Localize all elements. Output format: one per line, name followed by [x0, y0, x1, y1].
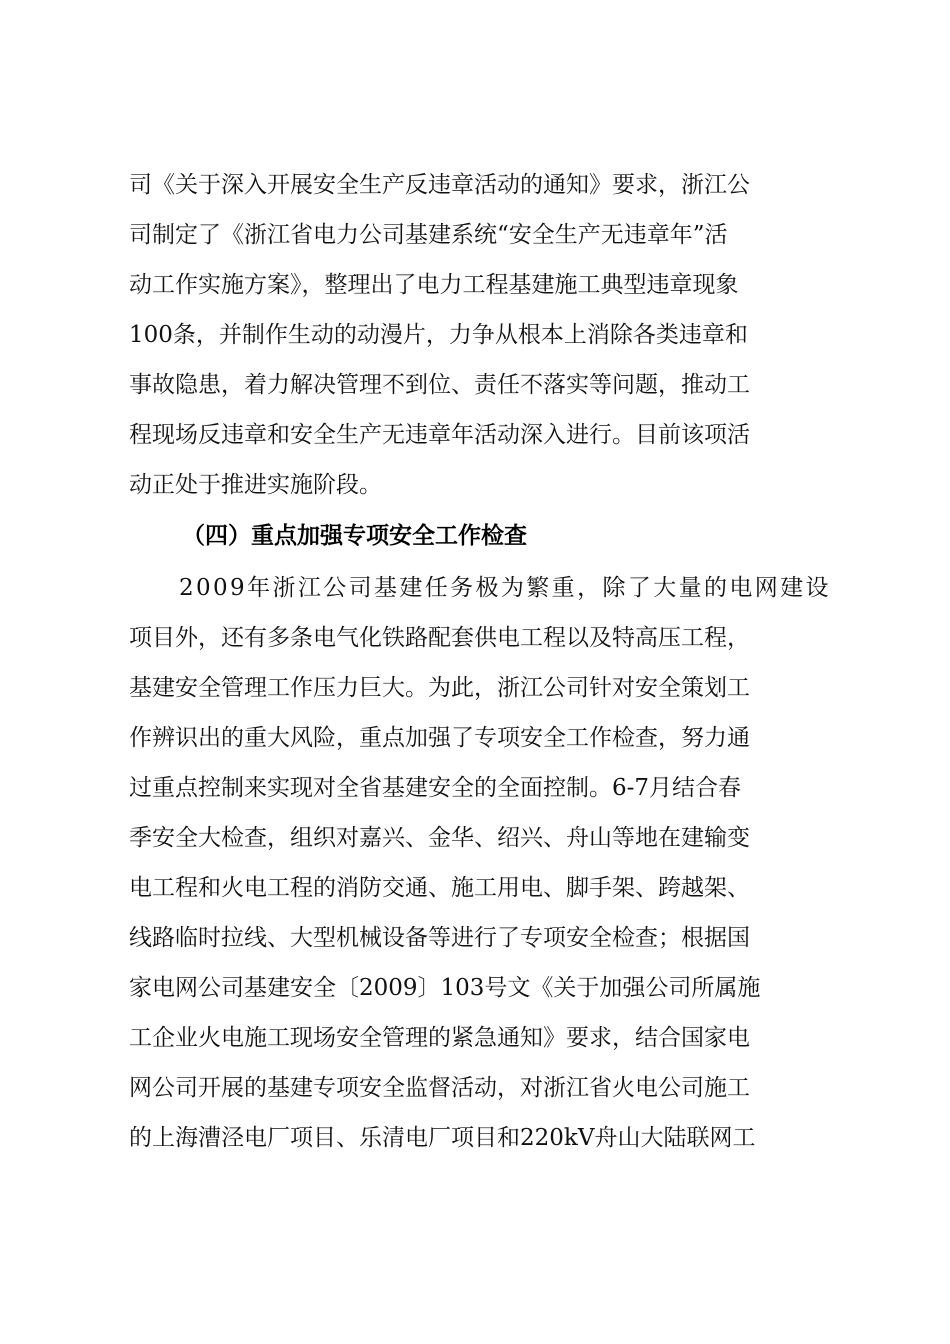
paragraph-2-line: 家电网公司基建安全〔2009〕103号文《关于加强公司所属施 [129, 975, 761, 1001]
paragraph-2-line: 项目外，还有多条电气化铁路配套供电工程以及特高压工程， [129, 625, 750, 651]
paragraph-1-line: 动正处于推进实施阶段。 [129, 472, 382, 498]
paragraph-2-line: 线路临时拉线、大型机械设备等进行了专项安全检查；根据国 [129, 925, 750, 951]
paragraph-2-line: 工企业火电施工现场安全管理的紧急通知》要求，结合国家电 [129, 1025, 750, 1051]
paragraph-2-line: 基建安全管理工作压力巨大。为此，浙江公司针对安全策划工 [129, 675, 750, 701]
paragraph-1-line: 100条，并制作生动的动漫片，力争从根本上消除各类违章和 [129, 322, 748, 348]
section-heading: （四）重点加强专项安全工作检查 [182, 523, 527, 549]
paragraph-1-line: 司《关于深入开展安全生产反违章活动的通知》要求，浙江公 [129, 172, 750, 198]
paragraph-1-line: 事故隐患，着力解决管理不到位、责任不落实等问题，推动工 [129, 372, 750, 398]
paragraph-1-line: 司制定了《浙江省电力公司基建系统“安全生产无违章年”活 [129, 222, 728, 248]
paragraph-1 [129, 170, 829, 510]
paragraph-2-line: 电工程和火电工程的消防交通、施工用电、脚手架、跨越架、 [129, 875, 750, 901]
paragraph-2 [129, 573, 829, 1173]
paragraph-2-line: 过重点控制来实现对全省基建安全的全面控制。6-7月结合春 [129, 775, 742, 801]
paragraph-1-line: 动工作实施方案》，整理出了电力工程基建施工典型违章现象 [129, 272, 739, 298]
paragraph-1-line: 程现场反违章和安全生产无违章年活动深入进行。目前该项活 [129, 422, 750, 448]
paragraph-2-line: 的上海漕泾电厂项目、乐清电厂项目和220kV舟山大陆联网工 [129, 1125, 756, 1151]
paragraph-2-line: 作辨识出的重大风险，重点加强了专项安全工作检查，努力通 [129, 725, 750, 751]
paragraph-2-line: 2009年浙江公司基建任务极为繁重，除了大量的电网建设 [179, 575, 831, 601]
paragraph-2-line: 季安全大检查，组织对嘉兴、金华、绍兴、舟山等地在建输变 [129, 825, 750, 851]
paragraph-2-line: 网公司开展的基建专项安全监督活动，对浙江省火电公司施工 [129, 1075, 750, 1101]
